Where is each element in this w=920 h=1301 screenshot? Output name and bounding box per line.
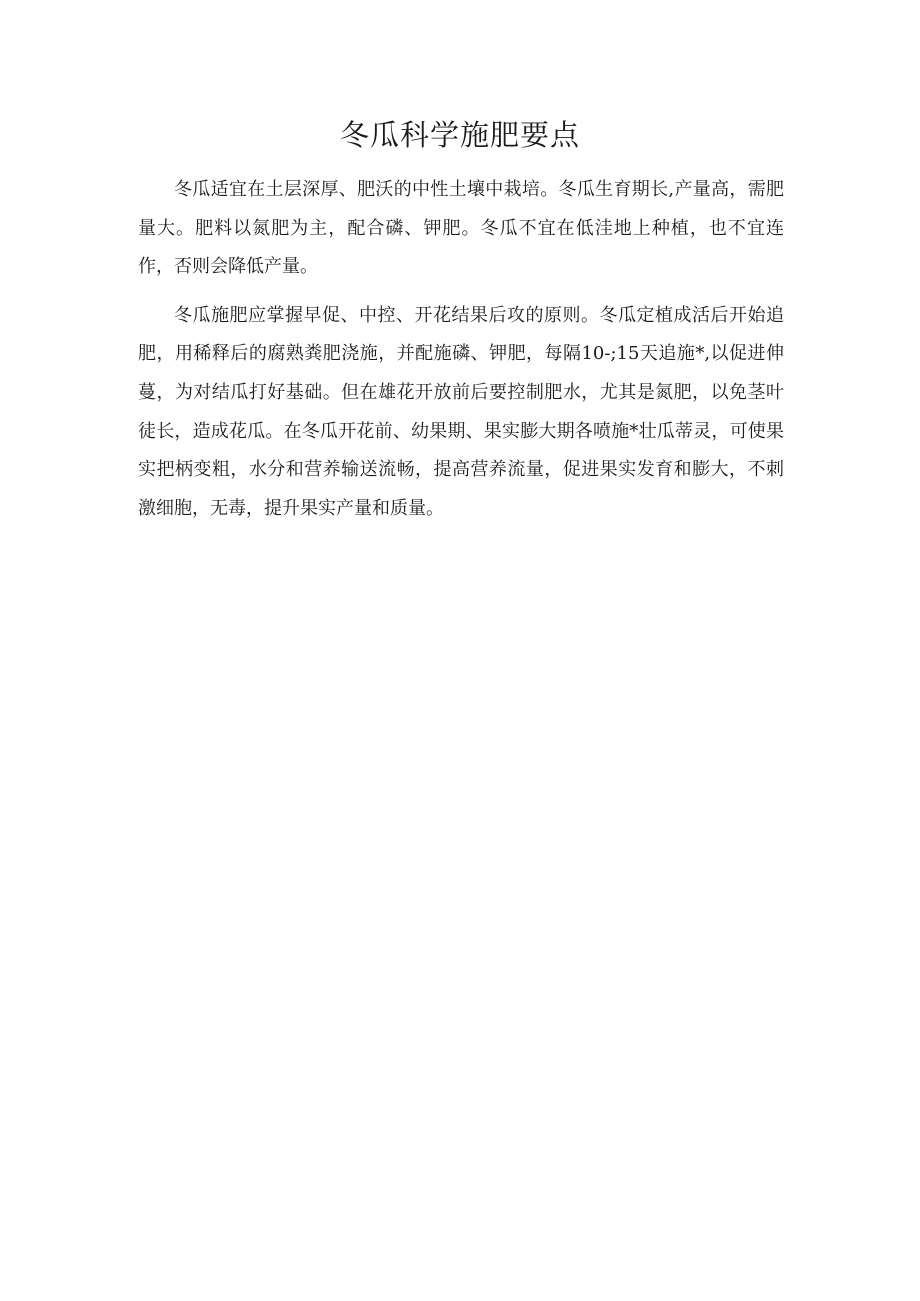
document-body: [138, 171, 784, 538]
paragraph-1: 冬瓜适宜在土层深厚、肥沃的中性土壤中栽培。冬瓜生育期长,产量高，需肥量大。肥料以氮肥为主，配合磷、钾肥。冬瓜不宜在低洼地上种植，也不宜连作，否则会降低产量。: [138, 179, 784, 278]
document-title: 冬瓜科学施肥要点: [339, 118, 580, 152]
paragraph-2: 冬瓜施肥应掌握早促、中控、开花结果后攻的原则。冬瓜定植成活后开始追肥，用稀释后的腐熟粪肥浇施，并配施磷、钾肥，每隔10-;15天追施*,以促进伸蔓，为对结瓜打好基础。但在雄花开放前后要控制肥水，尤其是氮肥，以免茎叶徒长，造成花瓜。在冬瓜开花前、幼果期、果实膨大期各喷施*壮瓜蒂灵，可使果实把柄变粗，水分和营养输送流畅，提高营养流量，促进果实发育和膨大，不刺激细胞，无毒，提升果实产量和质量。: [138, 304, 784, 519]
